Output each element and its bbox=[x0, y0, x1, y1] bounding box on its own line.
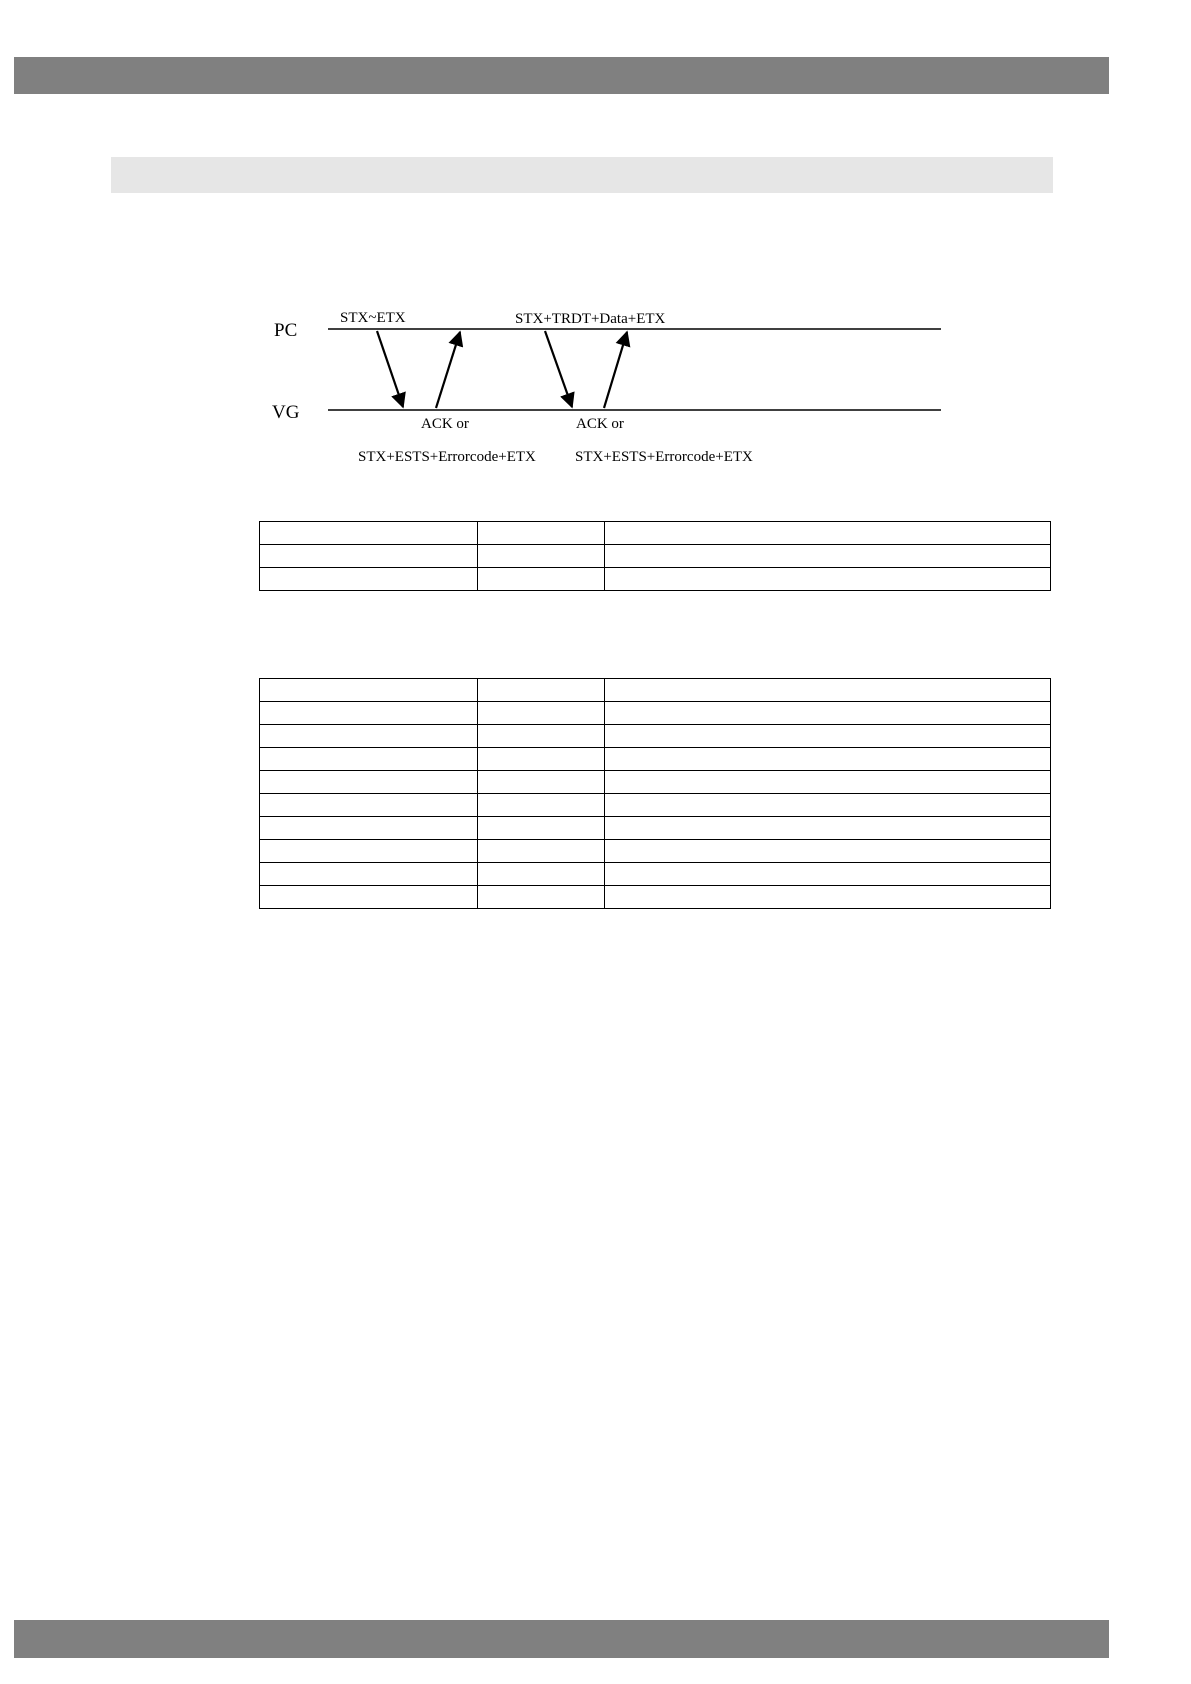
table-1 bbox=[259, 521, 1051, 591]
table-row bbox=[260, 771, 1051, 794]
reply-ack-or-2: ACK or bbox=[576, 416, 624, 432]
table-cell bbox=[260, 771, 478, 794]
arrow-pc-to-vg-1 bbox=[377, 331, 403, 407]
table-cell bbox=[260, 545, 478, 568]
table-cell bbox=[260, 748, 478, 771]
table-cell bbox=[605, 725, 1051, 748]
table-row bbox=[260, 522, 1051, 545]
table-cell bbox=[260, 679, 478, 702]
table-cell bbox=[478, 794, 605, 817]
table-cell bbox=[478, 840, 605, 863]
table-cell bbox=[260, 702, 478, 725]
table-cell bbox=[605, 748, 1051, 771]
table-cell bbox=[605, 840, 1051, 863]
table-row bbox=[260, 794, 1051, 817]
table-row bbox=[260, 568, 1051, 591]
arrow-pc-to-vg-2 bbox=[545, 331, 572, 407]
table-cell bbox=[605, 794, 1051, 817]
table-cell bbox=[260, 817, 478, 840]
table-cell bbox=[478, 725, 605, 748]
table-cell bbox=[260, 840, 478, 863]
table-cell bbox=[605, 886, 1051, 909]
reply-ack-or-1: ACK or bbox=[421, 416, 469, 432]
table-row bbox=[260, 840, 1051, 863]
table-row bbox=[260, 545, 1051, 568]
table-cell bbox=[605, 545, 1051, 568]
table-cell bbox=[260, 522, 478, 545]
table-cell bbox=[478, 771, 605, 794]
table-cell bbox=[478, 817, 605, 840]
table-cell bbox=[478, 702, 605, 725]
table-row bbox=[260, 817, 1051, 840]
table-row bbox=[260, 886, 1051, 909]
table-cell bbox=[260, 886, 478, 909]
vg-line-label: VG bbox=[272, 402, 300, 423]
table-cell bbox=[605, 771, 1051, 794]
table-cell bbox=[260, 725, 478, 748]
footer-bar bbox=[14, 1620, 1109, 1658]
table-cell bbox=[605, 863, 1051, 886]
reply-error-1: STX+ESTS+Errorcode+ETX bbox=[358, 449, 536, 465]
table-cell bbox=[478, 863, 605, 886]
table-cell bbox=[605, 522, 1051, 545]
message-stx-etx: STX~ETX bbox=[340, 310, 406, 326]
table-cell bbox=[605, 702, 1051, 725]
table-cell bbox=[478, 679, 605, 702]
reply-error-2: STX+ESTS+Errorcode+ETX bbox=[575, 449, 753, 465]
table-cell bbox=[260, 568, 478, 591]
arrow-vg-to-pc-1 bbox=[436, 332, 460, 408]
table-cell bbox=[260, 794, 478, 817]
table-cell bbox=[478, 886, 605, 909]
table-cell bbox=[605, 568, 1051, 591]
table-row bbox=[260, 748, 1051, 771]
table-cell bbox=[260, 863, 478, 886]
table-row bbox=[260, 863, 1051, 886]
table-cell bbox=[478, 568, 605, 591]
table-row bbox=[260, 679, 1051, 702]
arrow-vg-to-pc-2 bbox=[604, 332, 627, 408]
table-cell bbox=[605, 679, 1051, 702]
table-row bbox=[260, 725, 1051, 748]
communication-sequence-diagram bbox=[0, 0, 1191, 500]
table-cell bbox=[478, 522, 605, 545]
message-stx-trdt-data-etx: STX+TRDT+Data+ETX bbox=[515, 311, 666, 327]
table-cell bbox=[605, 817, 1051, 840]
table-cell bbox=[478, 748, 605, 771]
table-row bbox=[260, 702, 1051, 725]
table-2 bbox=[259, 678, 1051, 909]
pc-line-label: PC bbox=[274, 320, 298, 341]
table-cell bbox=[478, 545, 605, 568]
